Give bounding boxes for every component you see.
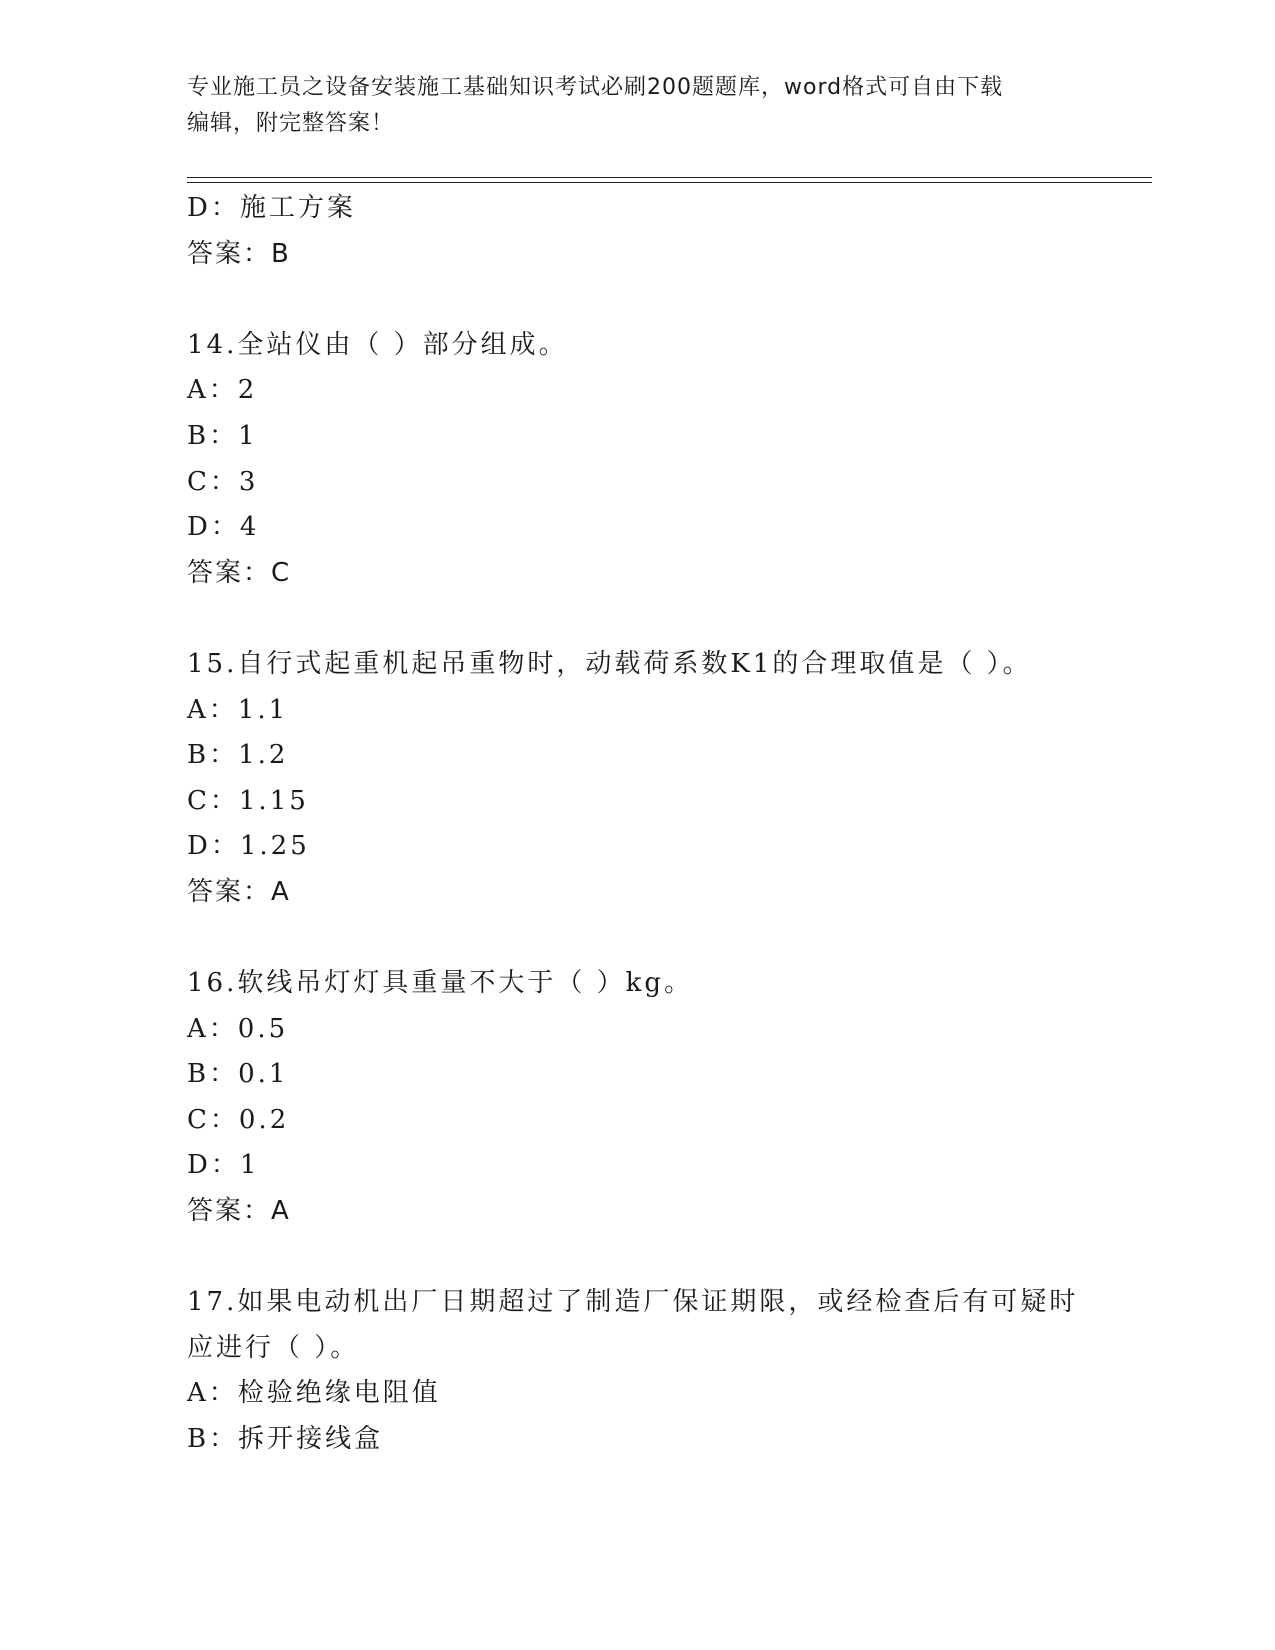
option-b: B：1.2 [187, 740, 289, 771]
option-d: D：1 [187, 1150, 260, 1181]
answer: 答案：A [187, 876, 291, 907]
option-d: D：4 [187, 512, 260, 543]
question-stem-line-1: 17.如果电动机出厂日期超过了制造厂保证期限，或经检查后有可疑时 [187, 1287, 1079, 1318]
answer: 答案：B [187, 238, 291, 269]
option-d: D：施工方案 [187, 193, 356, 223]
option-d: D：1.25 [187, 831, 310, 862]
header-divider-top [187, 177, 1152, 178]
page-header [187, 70, 1067, 142]
spacer [187, 916, 1087, 962]
option-c: C：0.2 [187, 1104, 290, 1135]
option-a: A：检验绝缘电阻值 [187, 1378, 441, 1409]
question-list [187, 186, 1087, 1463]
question-16 [187, 961, 1087, 1235]
question-15 [187, 642, 1087, 916]
option-a: A：2 [187, 375, 258, 406]
header-divider-bottom [187, 182, 1152, 183]
option-b: B：0.1 [187, 1059, 289, 1090]
question-stem-line-2: 应进行（ ）。 [187, 1332, 360, 1363]
option-a: A：1.1 [187, 694, 289, 725]
spacer [187, 277, 1087, 323]
question-stem: 15.自行式起重机起吊重物时，动载荷系数K1的合理取值是（ ）。 [187, 648, 1032, 679]
option-b: B：拆开接线盒 [187, 1424, 384, 1455]
header-title-line-1: 专业施工员之设备安装施工基础知识考试必刷200题题库，word格式可自由下载 [187, 75, 1004, 100]
question-stem: 16.软线吊灯灯具重量不大于（ ）kg。 [187, 968, 694, 999]
header-title-line-2: 编辑，附完整答案！ [187, 111, 395, 136]
option-b: B：1 [187, 420, 258, 451]
option-a: A：0.5 [187, 1013, 289, 1044]
question-17 [187, 1280, 1087, 1462]
question-14 [187, 323, 1087, 597]
answer: 答案：C [187, 557, 292, 588]
question-stem: 14.全站仪由（ ）部分组成。 [187, 329, 568, 360]
spacer [187, 596, 1087, 642]
option-c: C：3 [187, 466, 259, 497]
option-c: C：1.15 [187, 785, 309, 816]
answer: 答案：A [187, 1196, 291, 1227]
spacer [187, 1235, 1087, 1281]
